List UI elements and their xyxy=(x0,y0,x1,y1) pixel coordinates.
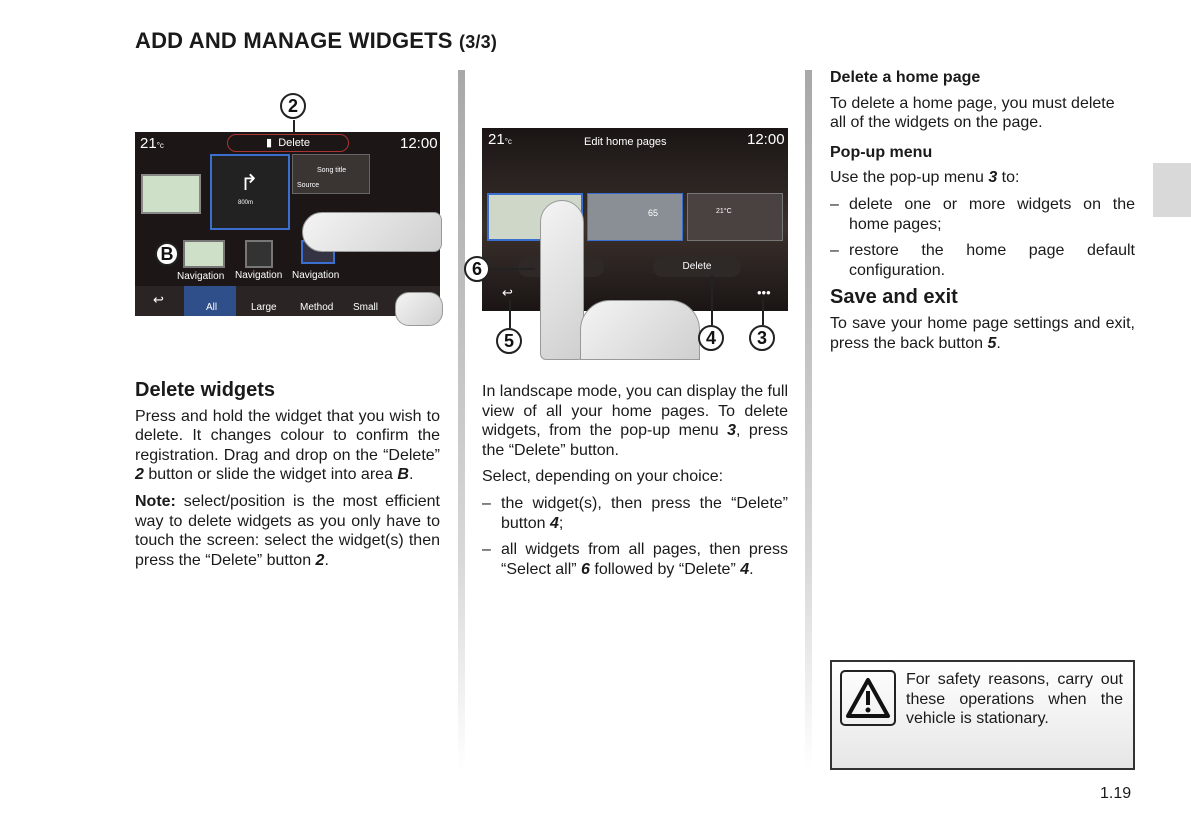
navigation-widget-selected[interactable]: 800m ↱ xyxy=(210,154,290,230)
note: Note: select/position is the most efficient way to delete widgets as you only have to touch the screen: select the widget(s) then press the “Delete” button 2. xyxy=(135,492,440,569)
hand-illustration xyxy=(395,292,443,326)
paragraph: In landscape mode, you can display the full view of all your home pages. To delete widgets, from the pop-up menu 3, press the “Delete” button. xyxy=(482,383,788,459)
home-page-3[interactable]: 21°C xyxy=(687,193,783,241)
callout-5: 5 xyxy=(496,328,522,354)
warning-text: For safety reasons, carry out these operations when the vehicle is stationary. xyxy=(906,671,1123,728)
column-divider xyxy=(805,70,812,770)
screen-edit-home-pages: 21°c Edit home pages 12:00 65 21°C Delete ↩ ••• xyxy=(482,128,788,311)
music-widget[interactable]: Song title Source xyxy=(292,154,370,194)
column-divider xyxy=(458,70,465,770)
paragraph: To delete a home page, you must delete all of the widgets on the page. xyxy=(830,94,1115,132)
tab-large[interactable]: Large xyxy=(251,302,277,313)
screen-header: Edit home pages xyxy=(584,136,667,148)
back-icon[interactable]: ↩ xyxy=(153,292,164,307)
delete-button[interactable]: Delete xyxy=(653,257,741,277)
paragraph: Select, depending on your choice: xyxy=(482,468,724,486)
hand-illustration xyxy=(580,300,700,360)
callout-6: 6 xyxy=(464,256,490,282)
back-icon[interactable]: ↩ xyxy=(502,285,513,300)
section-heading: Save and exit xyxy=(830,286,958,309)
temperature: 21 xyxy=(140,135,157,152)
trash-icon: ▮ xyxy=(266,137,273,149)
widget-thumb[interactable] xyxy=(183,240,225,268)
callout-line xyxy=(762,300,764,325)
warning-triangle-icon xyxy=(840,670,896,726)
widget-label: Navigation xyxy=(177,271,225,282)
subheading: Pop-up menu xyxy=(830,143,933,161)
paragraph: To save your home page settings and exit, press the back button 5. xyxy=(830,314,1135,352)
column-landscape xyxy=(482,382,788,586)
paragraph: Press and hold the widget that you wish to delete. It changes colour to confirm the registration. Drag and drop on the “Delete” 2 button or slide the widget into area B. xyxy=(135,407,440,484)
page-number: 1.19 xyxy=(1100,785,1132,802)
tab-all[interactable]: All xyxy=(184,286,236,316)
temperature: 21 xyxy=(488,131,505,148)
list-item: – all widgets from all pages, then press “Select all” 6 followed by “Delete” 4. xyxy=(482,541,788,578)
home-page-2[interactable]: 65 xyxy=(587,193,683,241)
callout-line xyxy=(490,268,535,270)
screen-widget-editor: 21°c ▮ Delete 12:00 800m ↱ Song title Source Navigation Navigation Navigation ↩ All Large Method Small B xyxy=(135,132,440,316)
list-item: – restore the home page default configuration. xyxy=(830,242,1135,279)
widget-label: Navigation xyxy=(292,270,340,281)
section-heading: Delete widgets xyxy=(135,379,276,401)
widget-label: Navigation xyxy=(235,270,283,281)
callout-b: B xyxy=(155,242,179,266)
widget-thumb[interactable] xyxy=(245,240,273,268)
column-home-page xyxy=(830,68,1135,360)
list-item: – delete one or more widgets on the home pages; xyxy=(830,195,1135,233)
turn-arrow-icon: ↱ xyxy=(240,170,259,195)
subheading: Delete a home page xyxy=(830,69,981,86)
map-widget[interactable] xyxy=(141,174,201,214)
page-title: ADD AND MANAGE WIDGETS (3/3) xyxy=(135,28,498,53)
tab-small[interactable]: Small xyxy=(353,302,379,313)
callout-2: 2 xyxy=(280,93,306,119)
more-menu-icon[interactable]: ••• xyxy=(757,285,771,300)
callout-3: 3 xyxy=(749,325,775,351)
clock: 12:00 xyxy=(747,131,785,148)
safety-warning-box xyxy=(830,660,1135,770)
list-item: – the widget(s), then press the “Delete” button 4; xyxy=(482,494,788,532)
paragraph: Use the pop-up menu 3 to: xyxy=(830,169,1020,187)
hand-illustration xyxy=(302,212,442,252)
callout-line xyxy=(509,300,511,328)
clock: 12:00 xyxy=(400,135,438,152)
column-delete-widgets xyxy=(135,381,440,577)
callout-line xyxy=(711,275,713,325)
chapter-tab xyxy=(1153,163,1191,217)
delete-drop-button[interactable]: ▮ Delete xyxy=(227,134,349,152)
hand-illustration xyxy=(540,200,584,360)
callout-4: 4 xyxy=(698,325,724,351)
tab-method[interactable]: Method xyxy=(300,302,334,313)
